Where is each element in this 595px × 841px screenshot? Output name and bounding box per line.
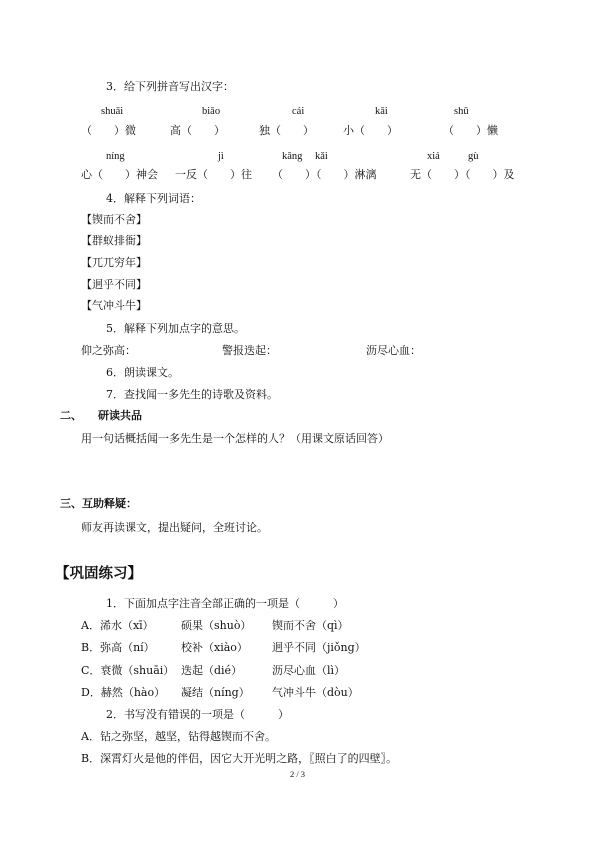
q3-row1-blank-5: （ ）懒 [443,124,498,137]
q1-option-a-1: A．浠水（xī） [81,619,154,632]
pinyin-xia: xiá [427,151,440,162]
practice-q1: 1．下面加点字注音全部正确的一项是（ ） [106,597,344,610]
practice-q2: 2．书写没有错误的一项是（ ） [106,708,289,721]
q3-row2-blank-4: 无（ ）（ ）及 [410,168,515,181]
q1-option-d-1: D．赫然（hào） [81,686,166,699]
q5-item-3: 沥尽心血： [366,344,421,357]
pinyin-ji: jì [218,151,224,162]
q3-row2-blank-2: 一反（ ）往 [175,168,252,181]
q1-option-b-2: 校补（xiào） [181,641,248,654]
q1-option-a-3: 锲而不舍（qì） [272,619,349,632]
q4-term-5: 【气冲斗牛】 [81,299,147,312]
q1-option-d-3: 气冲斗牛（dòu） [272,686,359,699]
pinyin-kang: kāng [282,151,303,162]
q1-option-d-2: 凝结（níng） [181,686,250,699]
q5-item-2: 警报迭起： [222,344,277,357]
pinyin-ning: níng [106,151,125,162]
pinyin-gu: gù [468,151,479,162]
section2-text: 用一句话概括闻一多先生是一个怎样的人？（用课文原话回答） [81,432,389,445]
q5-item-1: 仰之弥高： [81,344,136,357]
section2-title: 研读共品 [98,409,142,422]
q3-row1-blank-2: 高（ ） [170,124,225,137]
q3-row2-blank-3: （ ）（ ）淋漓 [272,168,377,181]
q2-option-b: B．深霄灯火是他的伴侣，因它大开光明之路，〖照白了的四壁〗。 [81,752,398,765]
q4-term-4: 【迥乎不同】 [81,278,147,291]
q5-title: 5．解释下列加点字的意思。 [106,322,245,335]
q4-term-3: 【兀兀穷年】 [81,256,147,269]
q3-row2-blank-1: 心（ ）神会 [81,168,158,181]
q2-option-a: A．钻之弥坚，越坚，钻得越锲而不舍。 [81,730,276,743]
q3-row1-blank-1: （ ）微 [81,124,136,137]
q1-option-b-3: 迥乎不同（jiǒng） [272,641,366,654]
q1-option-c-1: C．衰微（shuāi） [81,664,175,677]
section3-text: 师友再读课文，提出疑问，全班讨论。 [81,521,268,534]
page-number: 2 / 3 [289,769,306,779]
q3-row1-blank-4: 小（ ） [343,124,398,137]
section2-number: 二、 [60,409,82,422]
pinyin-kai: kāi [375,106,388,117]
q1-option-a-2: 硕果（shuò） [181,619,252,632]
section3-title: 三、互助释疑： [60,497,137,510]
pinyin-kai2: kǎi [315,151,328,162]
pinyin-cai: cái [292,106,305,117]
q3-title: 3．给下列拼音写出汉字： [106,80,234,93]
q1-option-c-2: 迭起（dié） [181,664,243,677]
pinyin-biao: biāo [202,106,221,117]
pinyin-shu: shū [454,106,469,117]
q4-title: 4．解释下列词语： [106,192,201,205]
q4-term-1: 【锲而不舍】 [81,213,147,226]
q3-row1-blank-3: 独（ ） [259,124,314,137]
q6: 6．朗读课文。 [106,366,179,379]
q4-term-2: 【群蚁排衙】 [81,234,147,247]
q1-option-c-3: 沥尽心血（lì） [272,664,346,677]
q1-option-b-1: B．弥高（ní） [81,641,155,654]
practice-heading: 【巩固练习】 [55,565,142,582]
q7: 7．查找闻一多先生的诗歌及资料。 [106,388,278,401]
pinyin-shuai: shuāi [101,106,124,117]
